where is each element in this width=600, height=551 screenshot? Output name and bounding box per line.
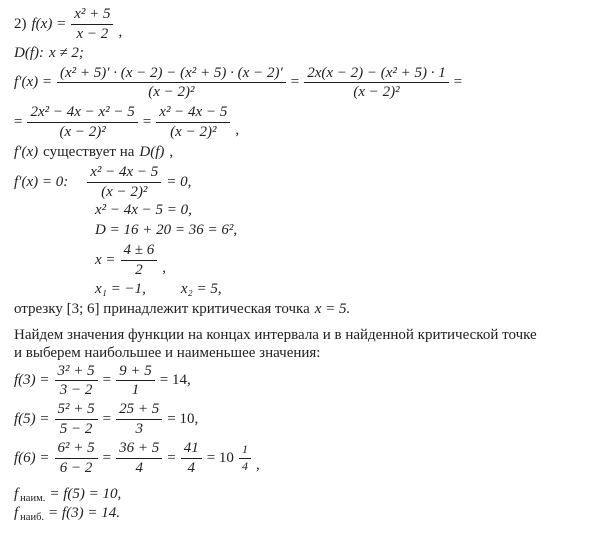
fraction-numerator: 2x(x − 2) − (x² + 5) · 1 bbox=[304, 65, 449, 84]
fraction-numerator: 5² + 5 bbox=[55, 401, 98, 420]
fraction-numerator: x² + 5 bbox=[71, 6, 113, 25]
fraction-numerator: (x² + 5)′ · (x − 2) − (x² + 5) · (x − 2)′ bbox=[57, 65, 286, 84]
max-subscript: наиб. bbox=[20, 512, 45, 524]
f6-whole-part: = 10 bbox=[206, 449, 234, 466]
equals-sign: = bbox=[102, 449, 112, 466]
f6-fraction-3 bbox=[181, 440, 202, 477]
paragraph-line-1: Найдем значения функции на концах интервала и в найденной критической точке bbox=[14, 326, 537, 343]
fraction-denominator: x − 2 bbox=[76, 25, 109, 42]
f3-lhs: f(3) = bbox=[14, 372, 50, 389]
punctuation-comma: , bbox=[169, 143, 174, 160]
minimum-result-line bbox=[14, 486, 594, 503]
function-fraction bbox=[71, 6, 113, 43]
fraction-numerator: 1 bbox=[239, 443, 251, 458]
domain-line bbox=[14, 45, 594, 62]
f6-fraction-1 bbox=[55, 440, 98, 477]
discriminant-line bbox=[14, 222, 594, 239]
fraction-denominator: 4 bbox=[135, 459, 143, 476]
f5-fraction-1 bbox=[55, 401, 98, 438]
f3-fraction-2 bbox=[116, 363, 155, 400]
value-f5-line bbox=[14, 401, 594, 438]
root-formula-line bbox=[14, 242, 594, 279]
min-value: = f(5) = 10, bbox=[49, 486, 122, 503]
quotient-rule-fraction bbox=[57, 65, 286, 102]
equals-sign: = bbox=[102, 372, 112, 389]
function-symbol: f bbox=[14, 505, 19, 522]
domain-condition: x ≠ 2; bbox=[49, 44, 84, 61]
fraction-numerator: 41 bbox=[181, 440, 202, 459]
item-number: 2) bbox=[14, 15, 27, 32]
fraction-numerator: 25 + 5 bbox=[116, 401, 162, 420]
equals-zero: = 0, bbox=[166, 173, 192, 190]
derivative-equals-zero: f′(x) = 0: bbox=[14, 173, 69, 190]
roots-line bbox=[14, 281, 594, 298]
punctuation-comma: , bbox=[255, 457, 260, 474]
punctuation-comma: , bbox=[162, 259, 167, 276]
critical-point-value: x = 5. bbox=[314, 300, 351, 317]
fraction-denominator: 3 − 2 bbox=[59, 382, 93, 399]
derivative-line-2 bbox=[14, 104, 594, 141]
equals-sign: = bbox=[167, 449, 176, 466]
punctuation-comma: , bbox=[118, 23, 123, 40]
root-lhs: x = bbox=[95, 252, 116, 269]
f5-lhs: f(5) = bbox=[14, 410, 50, 427]
value-f3-line bbox=[14, 363, 594, 400]
equals-sign: = bbox=[142, 113, 152, 130]
fraction-denominator: 1 bbox=[131, 382, 140, 399]
fraction-denominator: (x − 2)² bbox=[148, 84, 195, 101]
root-fraction bbox=[121, 242, 158, 279]
min-subscript: наим. bbox=[20, 493, 46, 505]
root-two: x₂ = 5, bbox=[180, 280, 222, 297]
punctuation-comma: , bbox=[235, 121, 240, 138]
paragraph-line-2: и выберем наибольшее и наименьшее значения: bbox=[14, 345, 321, 362]
fraction-denominator: (x − 2)² bbox=[101, 183, 148, 200]
equals-sign: = bbox=[290, 74, 300, 91]
function-definition-line bbox=[14, 6, 594, 43]
fraction-numerator: x² − 4x − 5 bbox=[156, 104, 230, 123]
fraction-denominator: 4 bbox=[187, 459, 195, 476]
fraction-numerator: 6² + 5 bbox=[55, 440, 98, 459]
fraction-denominator: 2 bbox=[135, 262, 143, 279]
fraction-denominator: (x − 2)² bbox=[353, 84, 400, 101]
f3-fraction-1 bbox=[55, 363, 98, 400]
statement-text: отрезку [3; 6] принадлежит критическая точка bbox=[14, 300, 310, 317]
derivative-symbol: f′(x) bbox=[14, 143, 39, 160]
equals-sign: = bbox=[453, 74, 463, 91]
final-derivative-fraction bbox=[156, 104, 230, 141]
f3-result: = 14, bbox=[159, 372, 191, 389]
root-one: x₁ = −1, bbox=[95, 280, 146, 297]
f6-lhs: f(6) = bbox=[14, 449, 50, 466]
fraction-denominator: (x − 2)² bbox=[170, 123, 217, 140]
fraction-denominator: 4 bbox=[241, 458, 248, 473]
discriminant-value: D = 16 + 20 = 36 = 6², bbox=[95, 222, 238, 239]
fraction-numerator: 4 ± 6 bbox=[121, 242, 158, 261]
fraction-numerator: 36 + 5 bbox=[116, 440, 162, 459]
f6-fraction-2 bbox=[116, 440, 162, 477]
existence-statement-line bbox=[14, 144, 594, 161]
quadratic-equation-line bbox=[14, 202, 594, 219]
f5-result: = 10, bbox=[167, 410, 199, 427]
fraction-denominator: 3 bbox=[135, 420, 143, 437]
fraction-numerator: 3² + 5 bbox=[55, 363, 98, 382]
explanation-paragraph bbox=[14, 326, 594, 363]
function-lhs: f(x) = bbox=[31, 15, 67, 32]
fraction-denominator: (x − 2)² bbox=[59, 123, 106, 140]
fraction-denominator: 6 − 2 bbox=[59, 459, 93, 476]
fraction-denominator: 5 − 2 bbox=[59, 420, 93, 437]
fraction-numerator: 9 + 5 bbox=[116, 363, 155, 382]
equation-fraction bbox=[87, 164, 161, 201]
f5-fraction-2 bbox=[116, 401, 162, 438]
function-symbol: f bbox=[14, 486, 19, 503]
value-f6-line bbox=[14, 440, 594, 477]
equals-sign: = bbox=[14, 113, 23, 130]
fraction-numerator: x² − 4x − 5 bbox=[87, 164, 161, 183]
f6-mixed-fraction bbox=[239, 443, 251, 472]
domain-symbol: D(f) bbox=[139, 143, 165, 160]
equation-set-zero-line bbox=[14, 164, 594, 201]
derivative-lhs: f′(x) = bbox=[14, 74, 52, 91]
fraction-numerator: 2x² − 4x − x² − 5 bbox=[27, 104, 137, 123]
max-value: = f(3) = 14. bbox=[48, 505, 120, 522]
domain-label: D(f): bbox=[14, 44, 44, 61]
maximum-result-line bbox=[14, 505, 594, 522]
statement-text: существует на bbox=[43, 143, 135, 160]
simplified-fraction bbox=[304, 65, 449, 102]
quadratic-equation: x² − 4x − 5 = 0, bbox=[95, 202, 192, 219]
expanded-fraction bbox=[27, 104, 137, 141]
critical-point-statement-line bbox=[14, 301, 594, 318]
derivative-line-1 bbox=[14, 65, 594, 102]
equals-sign: = bbox=[102, 410, 112, 427]
